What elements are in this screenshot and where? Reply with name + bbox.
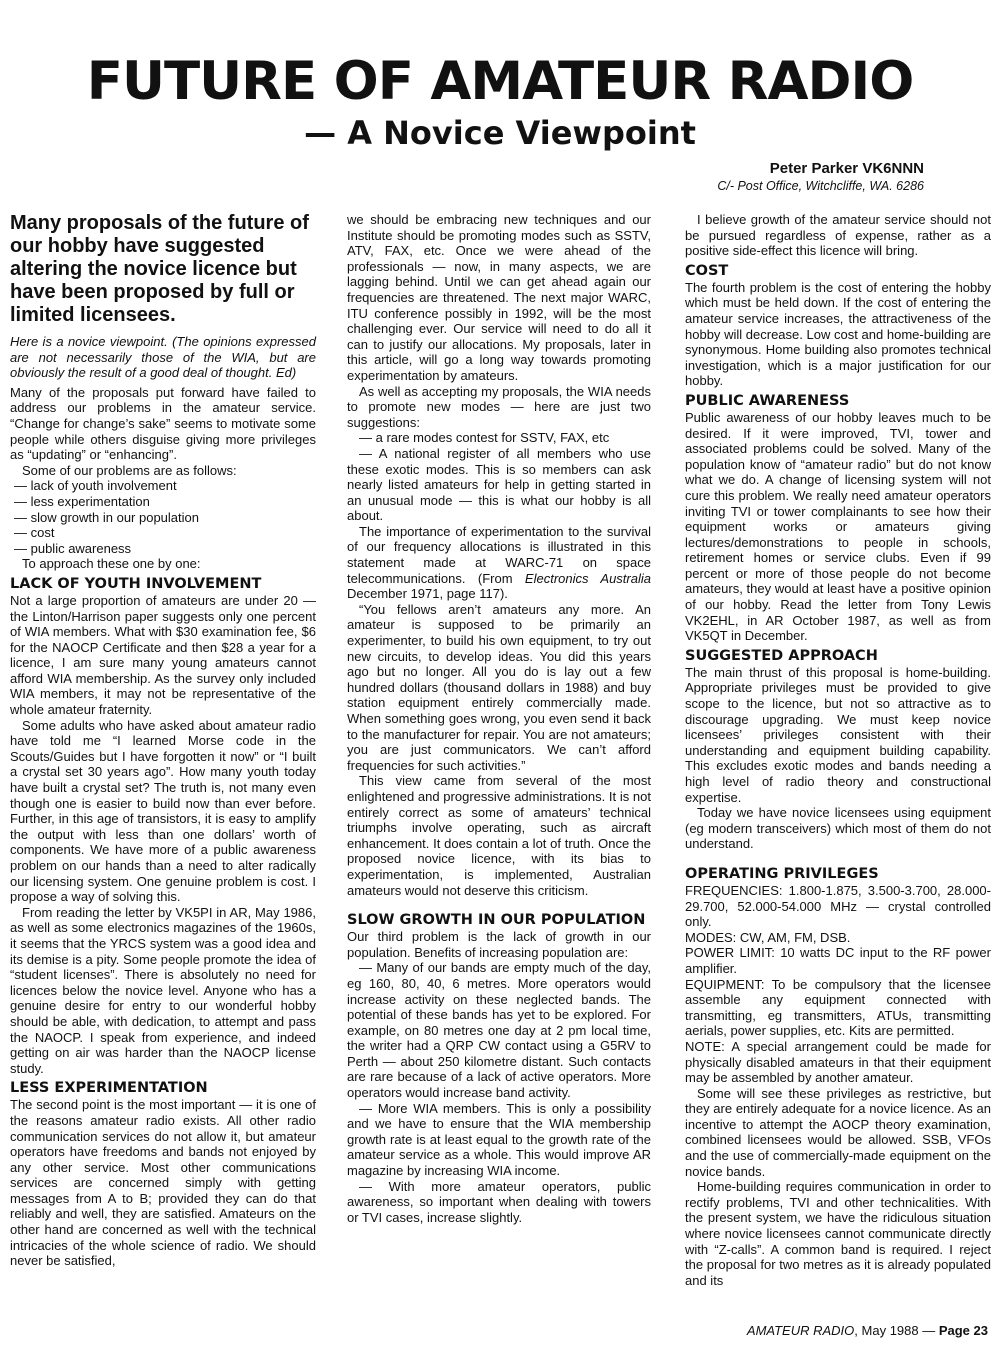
paragraph: Public awareness of our hobby leaves much to be desired. If it were improved, TVI, tower and associated problems could be solved. Many of the population know of “amateur radio” but do not know what we do. A change of licensing system will not cure this problem. We really need amateur operators inviting TVI or tower complainants to see how their equipment works or amateurs giving lectures/demonstrations to people in schools, retirement homes or service clubs. Even if 99 percent or more of those people do not become amateurs, they would at least have a positive opinion of our hobby. Read the letter from Tony Lewis VK2EHL, in AR October 1987, as well as from VK5QT in December. [685,409,991,644]
paragraph: — With more amateur operators, public awareness, so important when dealing with towers or TVI cases, increase slightly. [347,1178,651,1225]
page-footer [747,1323,988,1339]
section-heading: OPERATING PRIVILEGES [685,865,879,882]
quotation: “You fellows aren’t amateurs any more. An amateur is supposed to be primarily an experimenter, to build his own equipment, to try out new circuits, to develop ideas. You did this years ago but no longer. All you do is lay out a few hundred dollars (thousand dollars in 1988) and buy station equipment entirely commercially made. When something goes wrong, you even send it back to the manufacturer for repair. You are not amateurs; you are just communicators. We can’t afford frequencies for such activities.” [347,601,651,773]
section-heading: PUBLIC AWARENESS [685,392,850,409]
section-heading: SLOW GROWTH IN OUR POPULATION [347,912,646,929]
paragraph: Our third problem is the lack of growth in our population. Benefits of increasing population are: [347,929,651,960]
list-item: — cost [14,525,55,541]
author-name: Peter Parker VK6NNN [769,160,924,177]
section-heading: COST [685,262,729,279]
paragraph: This view came from several of the most enlightened and progressive administrations. It is not entirely correct as some of amateurs’ technical triumphs involve operating, such as aircraft enhancement. It does contain a lot of truth. Once the proposed novice licence, with its bias to experimentation, is implemented, Australian amateurs would not deserve this criticism. [347,773,651,898]
list-item: — slow growth in our population [14,509,199,525]
paragraph: The second point is the most important — it is one of the reasons amateur radio exists. All other radio communication services do not allow it, but amateur operators have freedoms and bands not enjoyed by any other service. Most other communications services are concerned simply with getting messages from A to B; provided they can do that reliably and well, they are satisfied. Amateurs on the other hand are concerned as well with the technical intricacies of the whole science of radio. We should never be satisfied, [10,1097,316,1269]
paragraph: Some adults who have asked about amateur radio have told me “I learned Morse code in the Scouts/Guides but I have forgotten it now” or “I built a crystal set 30 years ago”. How many youth today have built a crystal set? The truth is, not many even though one is easier to build now than ever before. Further, in this age of transistors, it is easy to amplify the output with less than one dollars’ worth of components. We have more of a public awareness problem on our hands than a need to alter radically our licensing system. One genuine problem is cost. I propose a way of solving this. [10,717,316,905]
magazine-name: AMATEUR RADIO [746,1323,855,1338]
paragraph: — A national register of all members who use these exotic modes. This is so members can ask nearly listed amateurs for help in getting started in an unusual mode — this is what our hobby is all about. [347,445,651,524]
text-span: December 1971, page 117). [347,586,508,602]
paragraph: Today we have novice licensees using equipment (eg modern transceivers) which most of them do not understand. [685,805,991,852]
column-3 [685,212,991,1288]
paragraph: Some of our problems are as follows: [22,462,237,478]
paragraph: The main thrust of this proposal is home-building. Appropriate privileges must be provided to give scope to the licence, but not so attractive as to discourage upgrading. We must keep novice licensees’ privileges consistent with their understanding and equipment building capability. This excludes exotic modes and bands needing a high level of radio theory and constructional expertise. [685,664,991,805]
paragraph: To approach these one by one: [22,556,201,572]
paragraph: Many of the proposals put forward have failed to address our problems in the amateur service. “Change for change’s sake” seems to motivate some people while others disguise giving more privileges as “updating” or “enhancing”. [10,384,316,463]
paragraph: — Many of our bands are empty much of the day, eg 160, 80, 40, 6 metres. More operators would increase activity on these neglected bands. The potential of these bands has yet to be explored. For example, on 80 metres one day at 2 pm local time, the writer had a QRP CW contact using a G5RV to Perth — about 250 kilometre distant. Such contacts are rare because of a lack of active operators. More operators would increase band activity. [347,960,651,1101]
lead-paragraph: Many proposals of the future of our hobby have suggested altering the novice licence but have been proposed by full or limited licensees. [10,212,309,326]
paragraph: — a rare modes contest for SSTV, FAX, etc [359,430,610,446]
paragraph: FREQUENCIES: 1.800-1.875, 3.500-3.700, 28.000-29.700, 52.000-54.000 MHz — crystal controlled only. [685,882,991,930]
paragraph: As well as accepting my proposals, the WIA needs to promote new modes — here are just two suggestions: [347,383,651,430]
text-span: The importance of experimentation to the survival of our frequency allocations is illustrated in this statement made at WARC-71 on space telecommunications. (From [347,523,651,586]
paragraph: I believe growth of the amateur service should not be pursued regardless of expense, rather as a positive side-effect this licence will bring. [685,212,991,259]
column-2 [347,212,651,1225]
issue-date: , May 1988 — [854,1323,939,1338]
list-item: — lack of youth involvement [14,478,177,494]
section-heading: SUGGESTED APPROACH [685,647,878,664]
problem-list [10,478,316,556]
paragraph: — More WIA members. This is only a possibility and we have to ensure that the WIA membership growth rate is at least equal to the growth rate of the amateur service as a whole. This would improve AR magazine by increasing WIA income. [347,1100,651,1179]
section-heading: LACK OF YOUTH INVOLVEMENT [10,575,262,592]
article-subtitle: — A Novice Viewpoint [304,114,696,152]
article-title: FUTURE OF AMATEUR RADIO [86,51,914,112]
section-heading: LESS EXPERIMENTATION [10,1080,208,1097]
paragraph: we should be embracing new techniques and our Institute should be promoting modes such as SSTV, ATV, FAX, etc. Once we were ahead of the professionals — now, in many aspects, we are lagging behind. Until we can get ahead again our frequencies are threatened. The next major WARC, ITU conference possibly in 1992, will be the most challenging ever. Our service will need to do all it can to justify our allocations. My proposals, later in this article, will go a long way towards promoting experimentation by amateurs. [347,212,651,383]
publication-title: Electronics Australia [524,570,651,586]
paragraph: NOTE: A special arrangement could be made for physically disabled amateurs in that their equipment may be assembled by another amateur. [685,1038,991,1086]
paragraph: Some will see these privileges as restrictive, but they are entirely adequate for a novice licence. As an incentive to attempt the AOCP theory examination, combined licensees would be allowed. SSB, VFOs and the use of commercially-made equipment on the novice bands. [685,1085,991,1179]
paragraph: POWER LIMIT: 10 watts DC input to the RF power amplifier. [685,945,991,976]
paragraph: The fourth problem is the cost of entering the hobby which must be held down. If the cost of entering the amateur service increases, the attractiveness of the hobby will decrease. Low cost and home-building are synonymous. Home building also promotes technical investigation, which is a major justification for our hobby. [685,279,991,389]
paragraph: MODES: CW, AM, FM, DSB. [685,929,851,945]
page-number: Page 23 [938,1323,988,1338]
list-item: — less experimentation [14,493,150,509]
paragraph: Not a large proportion of amateurs are under 20 — the Linton/Harrison paper suggests only one percent of WIA members. What with $30 examination fee, $6 for the NAOCP Certificate and then $28 a year for a licence, I am sure many young amateurs cannot afford WIA membership. As the survey only included WIA members, it may not be representative of the whole amateur fraternity. [10,592,316,718]
paragraph: EQUIPMENT: To be compulsory that the licensee assemble any equipment connected with transmitting, eg transmitters, ATUs, transmitting aerials, power supplies, etc. Kits are permitted. [685,976,991,1039]
author-address: C/- Post Office, Witchcliffe, WA. 6286 [717,179,924,193]
column-1 [10,212,316,1269]
paragraph: From reading the letter by VK5PI in AR, May 1986, as well as some electronics magazines of the 1960s, it seems that the YRCS system was a good idea and its demise is a pity. Some people promote the idea of “student licenses”. There is absolutely no need for licences below the novice level. Anyone who has a genuine desire for entry to our wonderful hobby should be able, with dedication, to attempt and pass the NAOCP. I speak from experience, and indeed getting on air was harder than the NAOCP license study. [10,904,316,1076]
paragraph [347,524,651,602]
editor-note: Here is a novice viewpoint. (The opinions expressed are not necessarily those of the WIA, but are obviously the result of a good deal of thought. Ed) [10,334,316,381]
list-item: — public awareness [14,540,132,556]
byline [717,160,924,194]
paragraph: Home-building requires communication in order to rectify problems, TVI and other technicalities. With the present system, we have the ridiculous situation where novice licensees cannot communicate directly with “Z-calls”. A common band is required. I reject the proposal for two metres as it is already populated and its [685,1179,991,1288]
